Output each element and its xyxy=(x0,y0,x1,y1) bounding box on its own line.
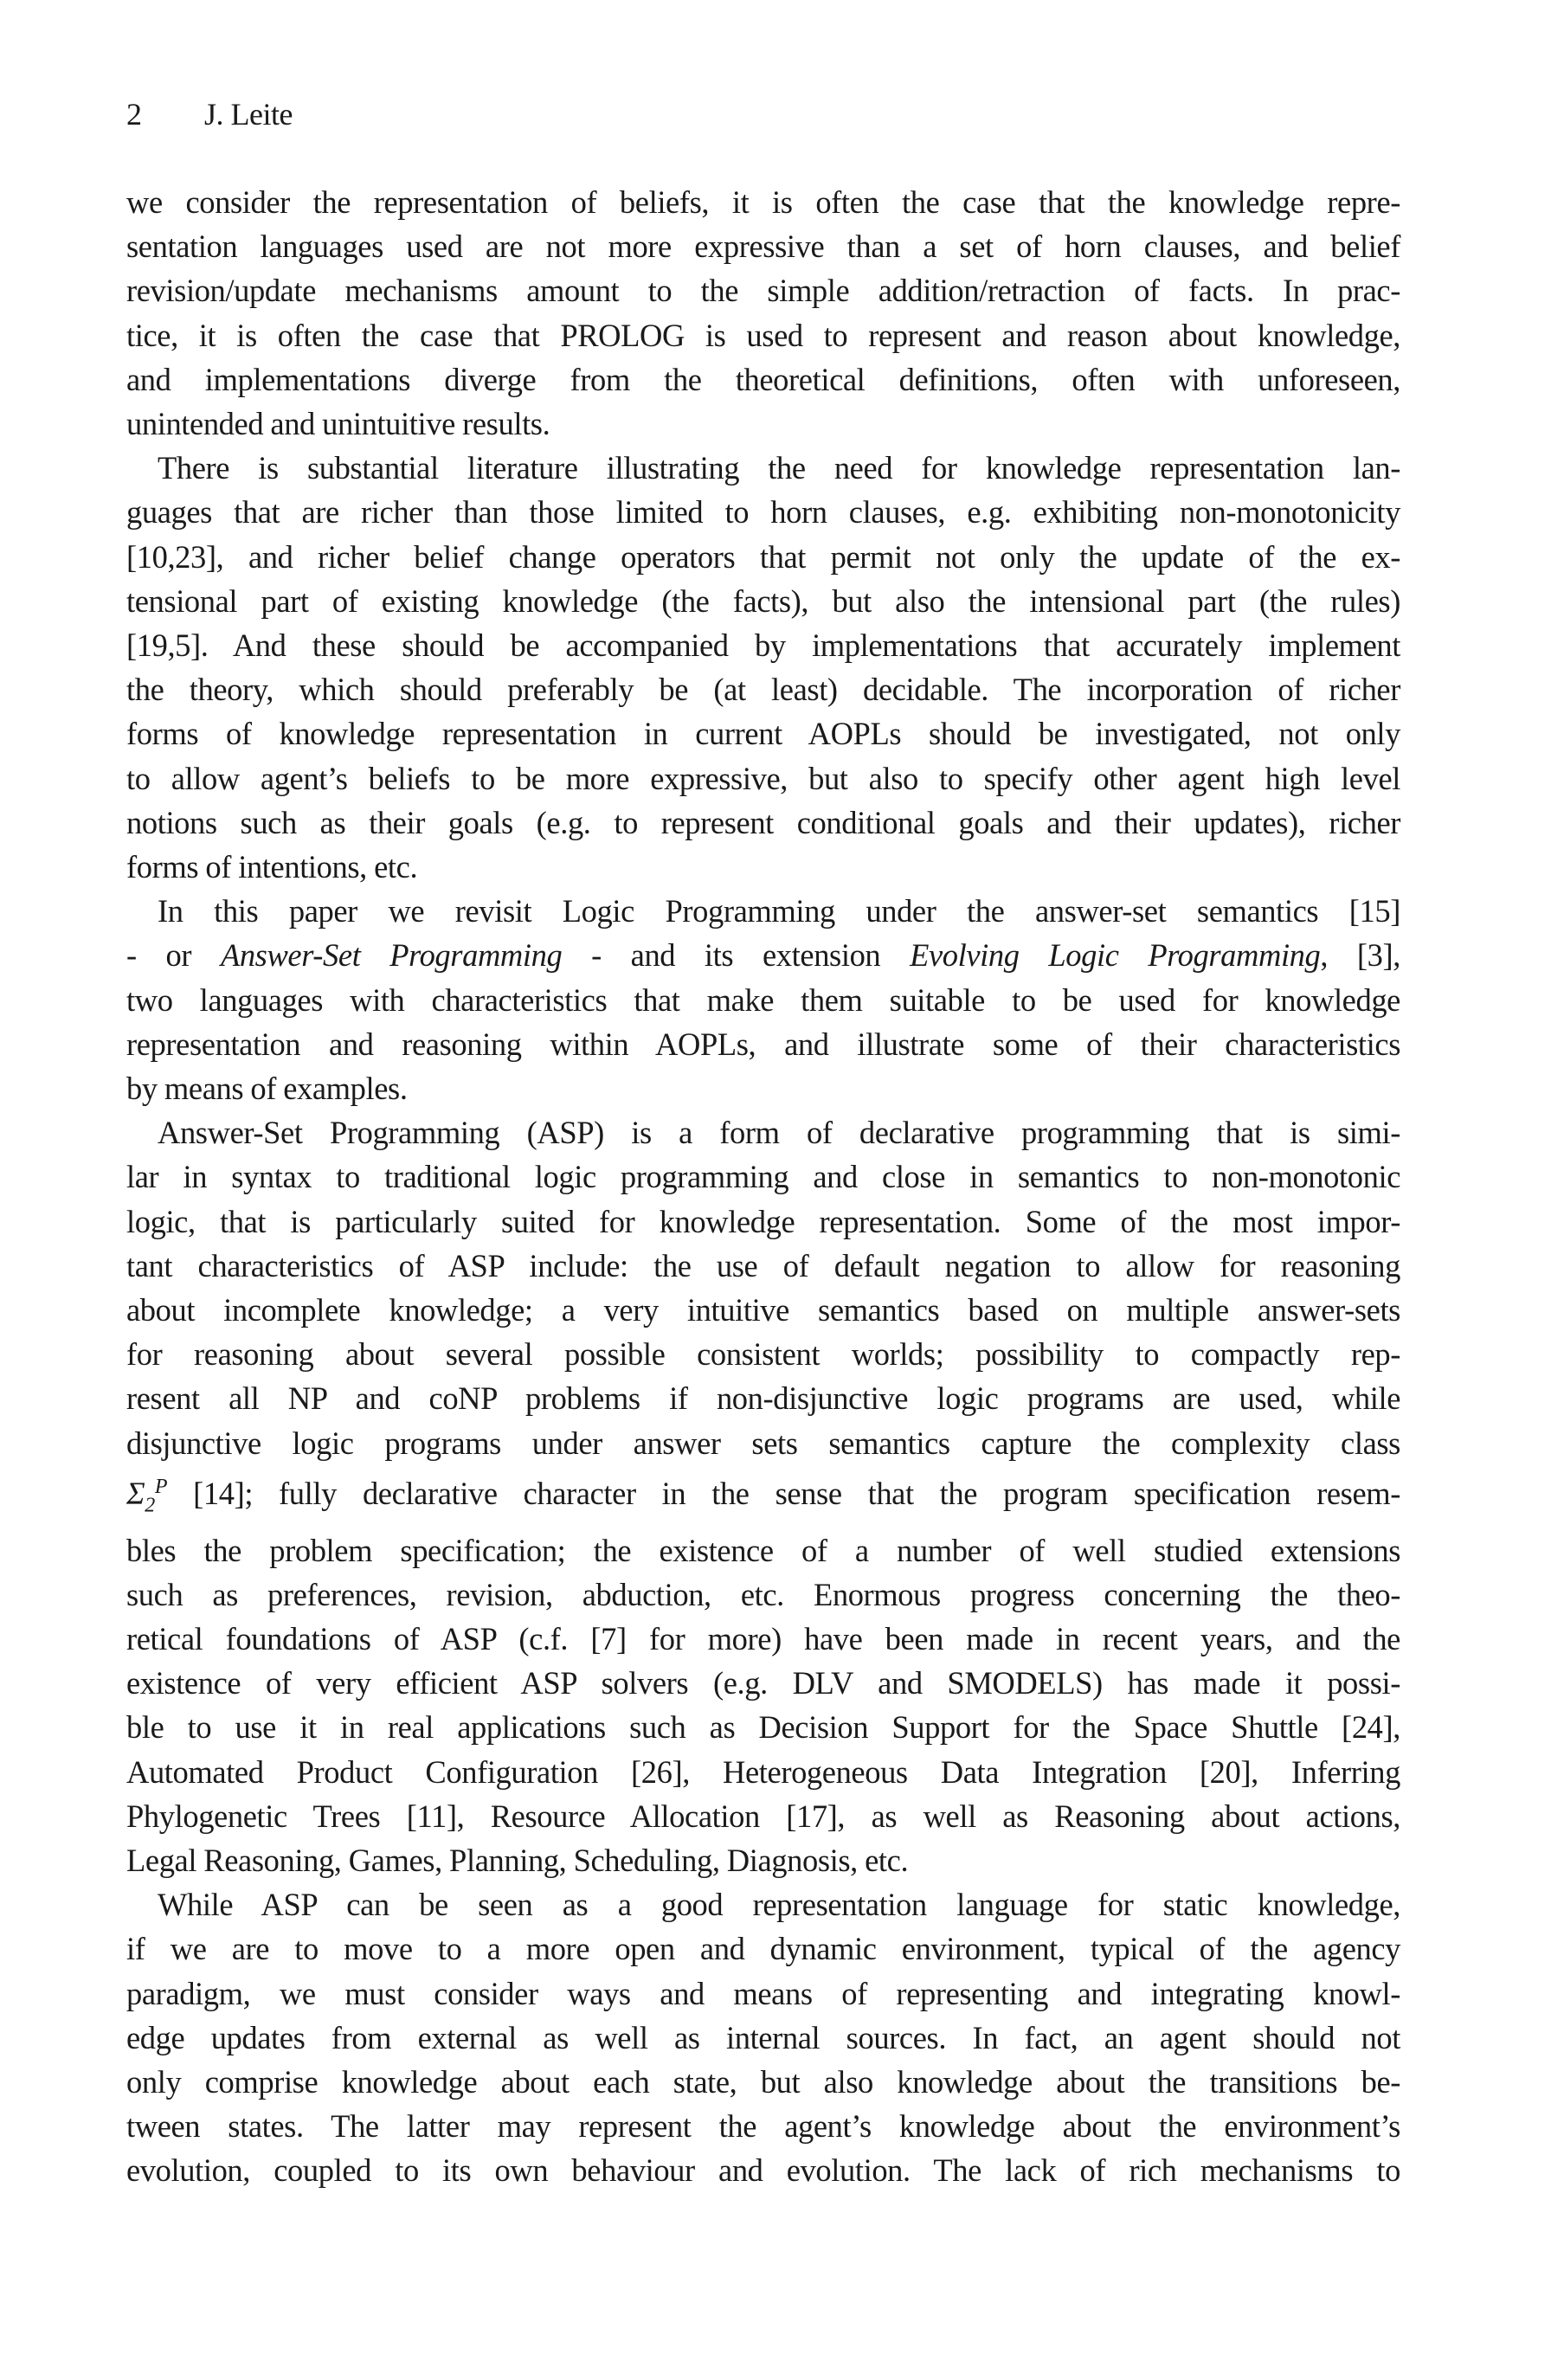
text-line: Answer-Set Programming (ASP) is a form of declarative programming that is simi- xyxy=(158,1115,1400,1151)
text-line: forms of knowledge representation in current AOPLs should be investigated, not only xyxy=(126,716,1400,752)
text-line: tensional part of existing knowledge (the facts), but also the intensional part (the rules) xyxy=(126,582,1400,619)
text-line: such as preferences, revision, abduction, etc. Enormous progress concerning the theo- xyxy=(126,1576,1400,1612)
text-line: retical foundations of ASP (c.f. [7] for more) have been made in recent years, and the xyxy=(126,1620,1400,1656)
text-line: Legal Reasoning, Games, Planning, Scheduling, Diagnosis, etc. xyxy=(126,1842,909,1878)
text-line: disjunctive logic programs under answer sets semantics capture the complexity class xyxy=(126,1425,1400,1461)
text-line: lar in syntax to traditional logic programming and close in semantics to non-monotonic xyxy=(126,1159,1400,1195)
text-line: to allow agent’s beliefs to be more expressive, but also to specify other agent high level xyxy=(126,760,1400,796)
paragraph xyxy=(126,446,1400,889)
text-line: - or Answer-Set Programming - and its extension Evolving Logic Programming, [3], xyxy=(126,937,1400,974)
paragraph xyxy=(126,1882,1400,2192)
text-line: tice, it is often the case that PROLOG is used to represent and reason about knowledge, xyxy=(126,317,1400,353)
body-text xyxy=(126,180,1400,2193)
text-line: In this paper we revisit Logic Programming under the answer-set semantics [15] xyxy=(158,893,1400,929)
text-line: $\Sigma_2^P$ [14]; fully declarative character in the sense that the program specification resem- xyxy=(126,1475,1400,1517)
paragraph xyxy=(126,1110,1400,1882)
running-header xyxy=(126,95,293,133)
text-line: notions such as their goals (e.g. to represent conditional goals and their updates), richer xyxy=(126,804,1400,840)
text-line: for reasoning about several possible consistent worlds; possibility to compactly rep- xyxy=(126,1336,1400,1373)
text-line: revision/update mechanisms amount to the simple addition/retraction of facts. In prac- xyxy=(126,273,1400,309)
text-line: There is substantial literature illustrating the need for knowledge representation lan- xyxy=(158,450,1400,486)
text-line: While ASP can be seen as a good representation language for static knowledge, xyxy=(158,1887,1400,1923)
complexity-class-symbol: $\Sigma_2^P$ xyxy=(126,1475,168,1517)
text-line: [19,5]. And these should be accompanied by implementations that accurately implement xyxy=(126,627,1400,664)
text-line: paradigm, we must consider ways and means of representing and integrating knowl- xyxy=(126,1975,1400,2011)
text-line: two languages with characteristics that make them suitable to be used for knowledge xyxy=(126,981,1400,1018)
text-line: bles the problem specification; the existence of a number of well studied extensions xyxy=(126,1532,1400,1568)
text-line: Automated Product Configuration [26], Heterogeneous Data Integration [20], Inferring xyxy=(126,1753,1400,1790)
text-line: ble to use it in real applications such as Decision Support for the Space Shuttle [24], xyxy=(126,1709,1400,1746)
text-line: the theory, which should preferably be (at least) decidable. The incorporation of richer xyxy=(126,672,1400,708)
text-line: Phylogenetic Trees [11], Resource Allocation [17], as well as Reasoning about actions, xyxy=(126,1798,1400,1834)
author-name: J. Leite xyxy=(204,97,293,132)
text-line: resent all NP and coNP problems if non-disjunctive logic programs are used, while xyxy=(126,1380,1400,1417)
text-line: only comprise knowledge about each state, but also knowledge about the transitions be- xyxy=(126,2063,1400,2100)
text-line: about incomplete knowledge; a very intuitive semantics based on multiple answer-sets xyxy=(126,1292,1400,1328)
text-line: [10,23], and richer belief change operators that permit not only the update of the ex- xyxy=(126,538,1400,575)
text-line: guages that are richer than those limited to horn clauses, e.g. exhibiting non-monotonicity xyxy=(126,494,1400,531)
paragraph xyxy=(126,889,1400,1110)
text-line: and implementations diverge from the theoretical definitions, often with unforeseen, xyxy=(126,361,1400,397)
text-line: logic, that is particularly suited for knowledge representation. Some of the most impor- xyxy=(126,1203,1400,1239)
text-line: by means of examples. xyxy=(126,1071,408,1107)
text-line: we consider the representation of beliefs, it is often the case that the knowledge repre- xyxy=(126,184,1400,220)
text-line: representation and reasoning within AOPLs, and illustrate some of their characteristics xyxy=(126,1026,1400,1062)
text-line: forms of intentions, etc. xyxy=(126,849,418,885)
text-line: unintended and unintuitive results. xyxy=(126,406,550,442)
page-number: 2 xyxy=(126,97,142,132)
text-line: if we are to move to a more open and dynamic environment, typical of the agency xyxy=(126,1931,1400,1967)
text-line: existence of very efficient ASP solvers (e.g. DLV and SMODELS) has made it possi- xyxy=(126,1665,1400,1701)
paragraph xyxy=(126,180,1400,446)
text-line: evolution, coupled to its own behaviour and evolution. The lack of rich mechanisms to xyxy=(126,2152,1400,2189)
text-line: tween states. The latter may represent the agent’s knowledge about the environment’s xyxy=(126,2108,1400,2145)
emphasized-term: Answer-Set Programming xyxy=(220,937,563,974)
emphasized-term: Evolving Logic Programming xyxy=(910,937,1321,974)
text-line: tant characteristics of ASP include: the use of default negation to allow for reasoning xyxy=(126,1247,1400,1283)
text-line: edge updates from external as well as internal sources. In fact, an agent should not xyxy=(126,2019,1400,2055)
text-line: sentation languages used are not more expressive than a set of horn clauses, and belief xyxy=(126,228,1400,265)
